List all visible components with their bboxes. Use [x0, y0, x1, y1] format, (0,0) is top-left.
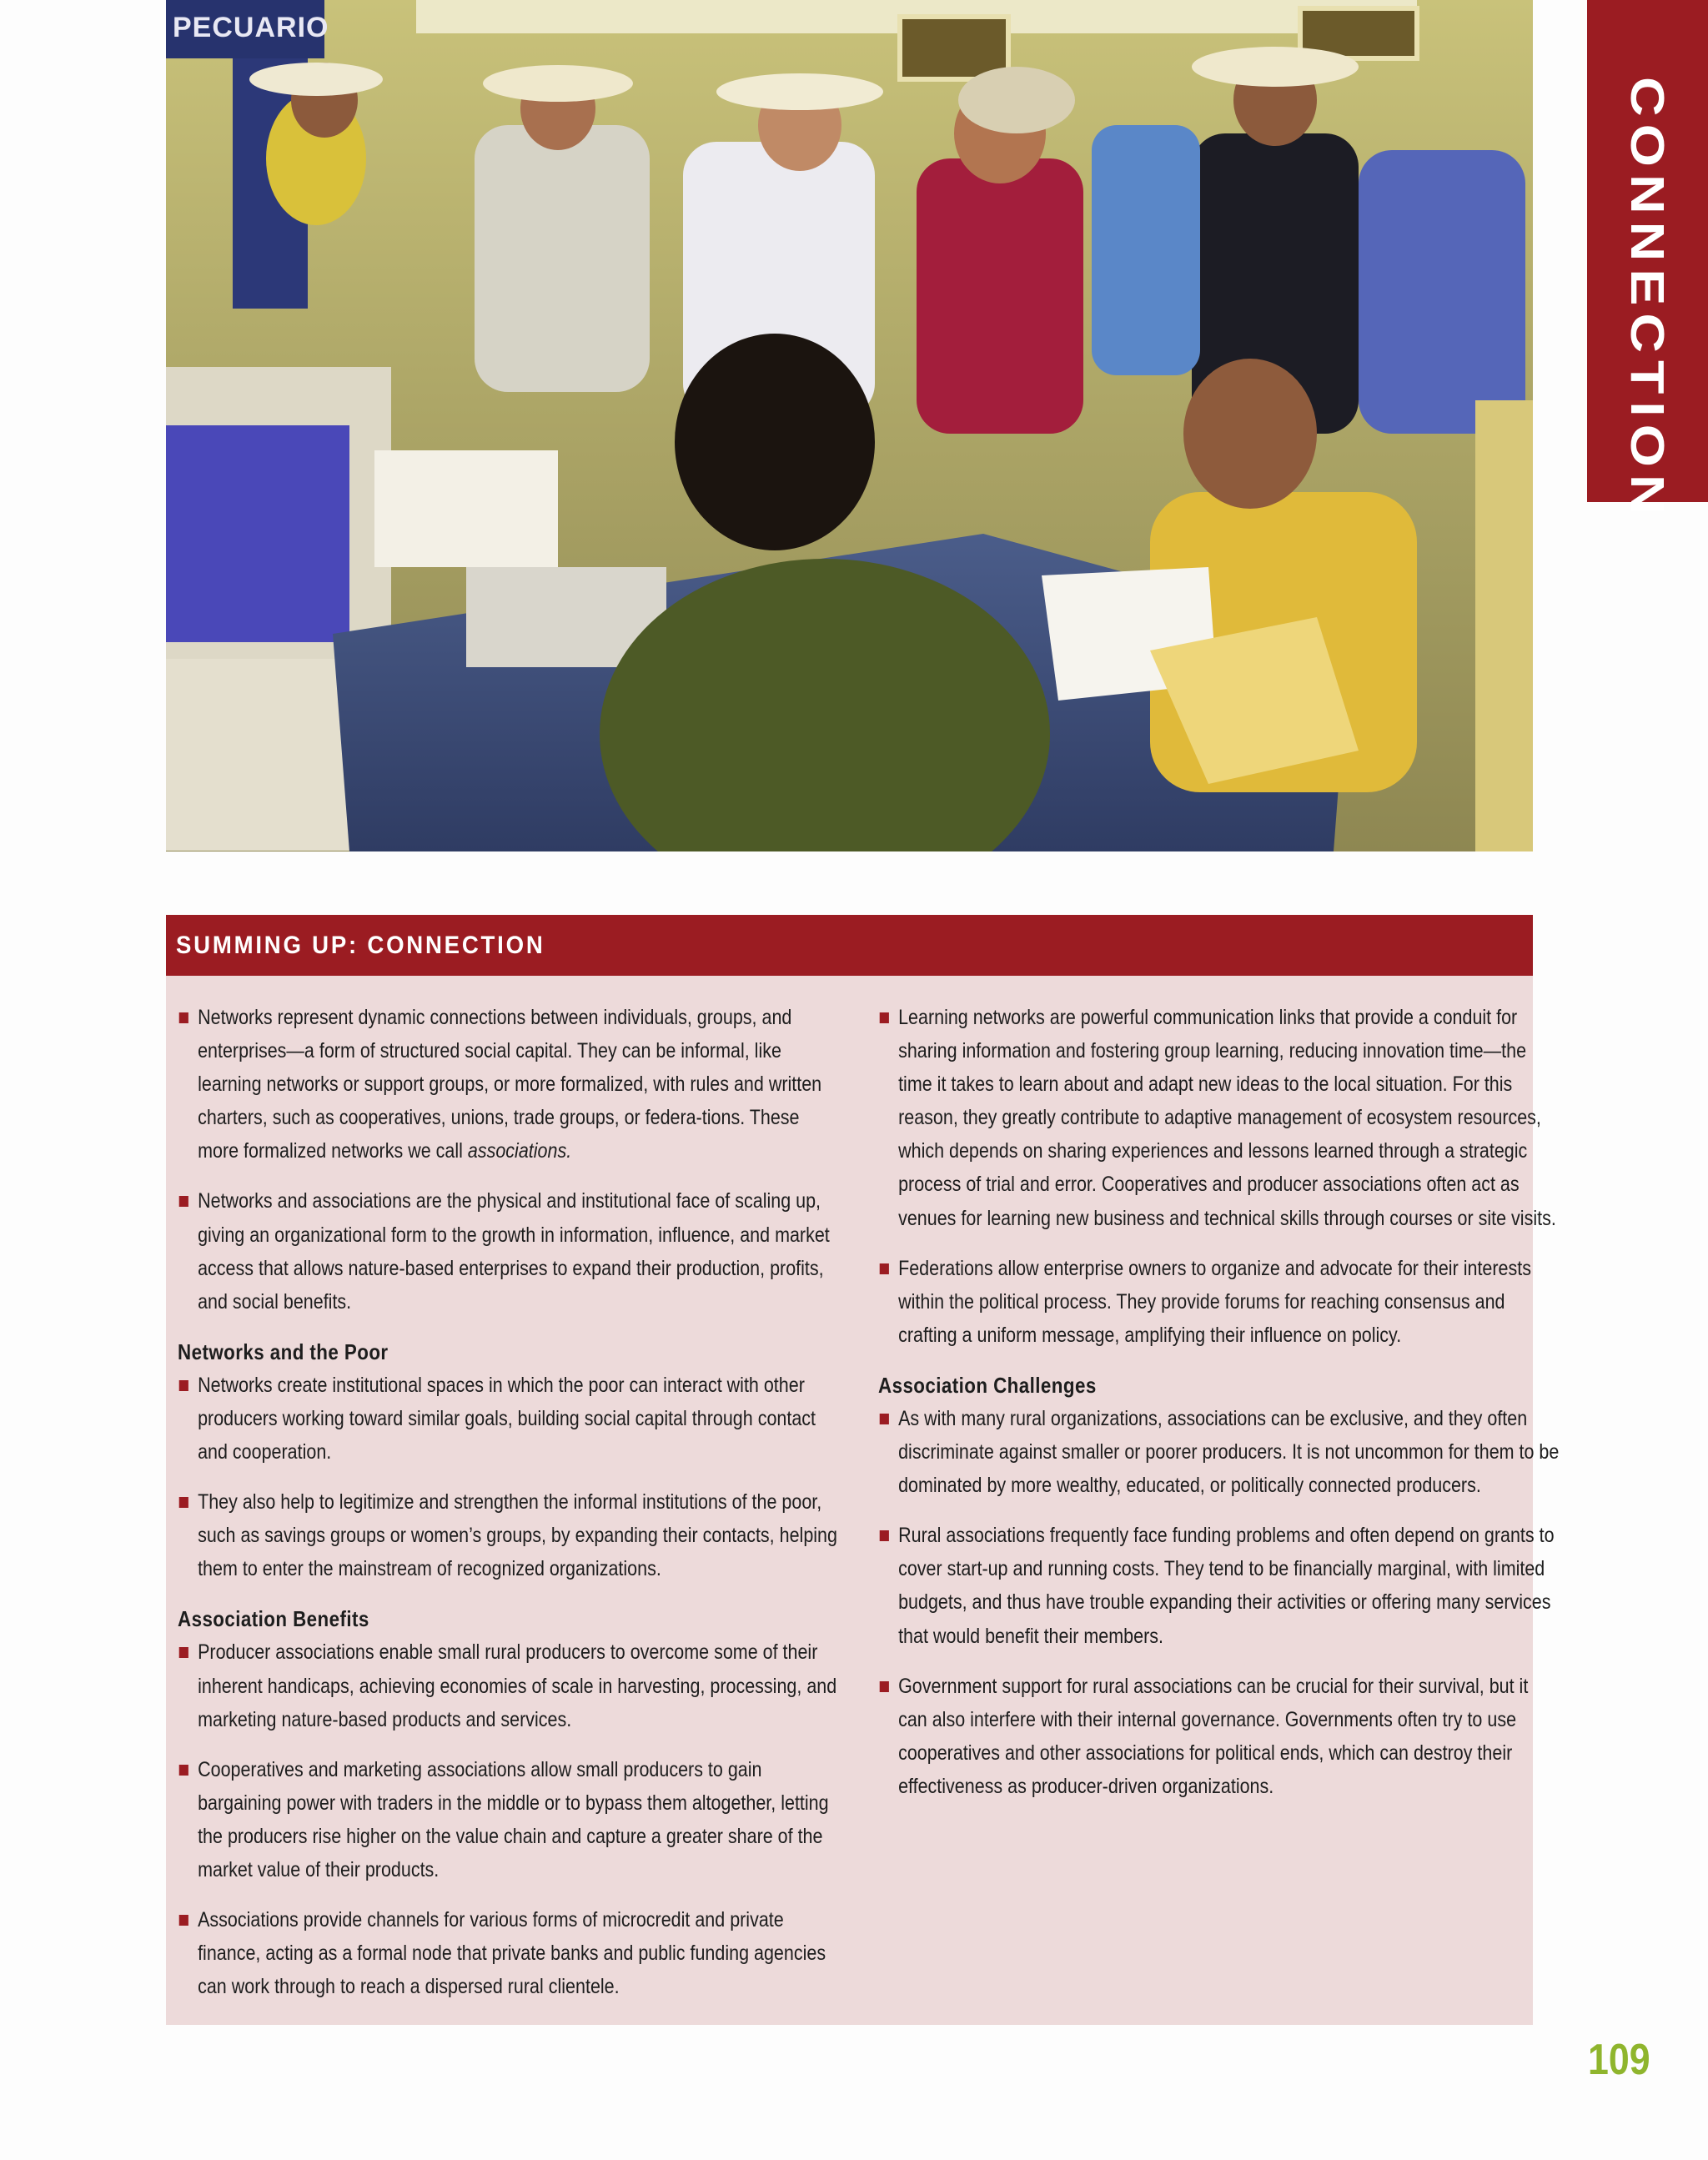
- bullet-square-icon: [179, 1497, 188, 1508]
- bullet-text: Networks and associations are the physical and institutional face of scaling up, giving an organizational form to the growth in information, influence, and market access that allows nature-based enterprises to expand their production, profits, and social benefits.: [198, 1189, 830, 1314]
- section-heading: Association Challenges: [878, 1372, 1097, 1398]
- bullet-square-icon: [880, 1681, 889, 1692]
- bullet-text: Cooperatives and marketing associations allow small producers to gain bargaining power with traders in the middle or to bypass them altogether, letting the producers rise higher on the value chain and capture a greater share of the market value of their products.: [198, 1757, 829, 1881]
- list-item: [178, 1635, 845, 1736]
- summary-right-column: [878, 1001, 1560, 1820]
- bullet-text: Government support for rural associations can be crucial for their survival, but it can also interfere with their internal governance. Governments often try to use cooperatives and other associations for political ends, which can destroy their effectiveness as producer-driven organizations.: [898, 1674, 1529, 1798]
- summary-title: SUMMING UP: CONNECTION: [176, 931, 545, 959]
- bullet-square-icon: [179, 1380, 188, 1391]
- bullet-square-icon: [880, 1263, 889, 1274]
- list-item: [878, 1252, 1560, 1352]
- bullet-square-icon: [179, 1196, 188, 1207]
- summary-left-column: [178, 1001, 845, 2020]
- bullet-text: Networks create institutional spaces in which the poor can interact with other producers working toward similar goals, building social capital through contact and cooperation.: [198, 1373, 816, 1464]
- page-number: 109: [1588, 2036, 1650, 2084]
- list-item: [178, 1485, 845, 1585]
- bullet-square-icon: [179, 1012, 188, 1023]
- bullet-text: They also help to legitimize and strengthen the informal institutions of the poor, such as savings groups or women’s groups, by expanding their contacts, helping them to enter the mainstream of recognized organizations.: [198, 1490, 837, 1581]
- section-heading: Networks and the Poor: [178, 1339, 389, 1364]
- list-item: [878, 1001, 1560, 1235]
- bullet-text: Learning networks are powerful communication links that provide a conduit for sharing information and fostering group learning, reducing innovation time—the time it takes to learn about and adapt new ideas to the local situation. For this reason, they greatly contribute to adaptive management of ecosystem resources, which depends on sharing experiences and lessons learned through a strategic process of trial and error. Cooperatives and producer associations often act as venues for learning new business and technical skills through courses or site visits.: [898, 1006, 1556, 1230]
- summary-box: [166, 976, 1560, 2025]
- list-item: [878, 1402, 1560, 1502]
- bullet-square-icon: [179, 1765, 188, 1776]
- bullet-square-icon: [880, 1530, 889, 1541]
- list-item: [178, 1753, 845, 1886]
- list-item: [178, 1184, 845, 1318]
- section-heading: Association Benefits: [178, 1606, 369, 1632]
- bullet-text: Federations allow enterprise owners to organize and advocate for their interests within the political process. They provide forums for reaching consensus and crafting a uniform message, amplifying their influence on policy.: [898, 1256, 1531, 1347]
- bullet-square-icon: [880, 1012, 889, 1023]
- bullet-text: Networks represent dynamic connections between individuals, groups, and enterprises—a form of structured social capital. They can be informal, like learning networks or support groups, or more formalized, with rules and written charters, such as cooperatives, unions, trade groups, or federa-tions. These more formalized networks we call: [198, 1006, 822, 1163]
- chapter-tab-label: CONNECTION: [1621, 77, 1674, 522]
- bullet-text: Rural associations frequently face funding problems and often depend on grants to cover start-up and running costs. They tend to be financially marginal, with limited budgets, and thus have trouble expanding their activities or offering many services that would benefit their members.: [898, 1524, 1555, 1648]
- bullet-square-icon: [179, 1647, 188, 1658]
- photo-sign-text: PECUARIO: [173, 12, 329, 43]
- summary-header: [166, 915, 1533, 976]
- list-item: [178, 1903, 845, 2003]
- bullet-square-icon: [179, 1915, 188, 1926]
- photo-illustration: [166, 0, 1533, 851]
- bullet-square-icon: [880, 1414, 889, 1424]
- list-item: [878, 1519, 1560, 1652]
- bullet-text: Producer associations enable small rural producers to overcome some of their inherent handicaps, achieving economies of scale in harvesting, processing, and marketing nature-based products and services.: [198, 1640, 837, 1731]
- list-item: [178, 1369, 845, 1469]
- list-item: [878, 1670, 1560, 1803]
- list-item: [178, 1001, 845, 1168]
- cover-photo: [166, 0, 1533, 851]
- chapter-side-tab: [1587, 0, 1708, 522]
- bullet-emphasis: associations.: [467, 1139, 572, 1163]
- bullet-text: As with many rural organizations, associations can be exclusive, and they often discriminate against smaller or poorer producers. It is not uncommon for them to be dominated by more wealthy, educated, or politically connected producers.: [898, 1406, 1560, 1498]
- bullet-text: Associations provide channels for various forms of microcredit and private finance, acting as a formal node that private banks and public funding agencies can work through to reach a dispersed rural clientele.: [198, 1908, 826, 1999]
